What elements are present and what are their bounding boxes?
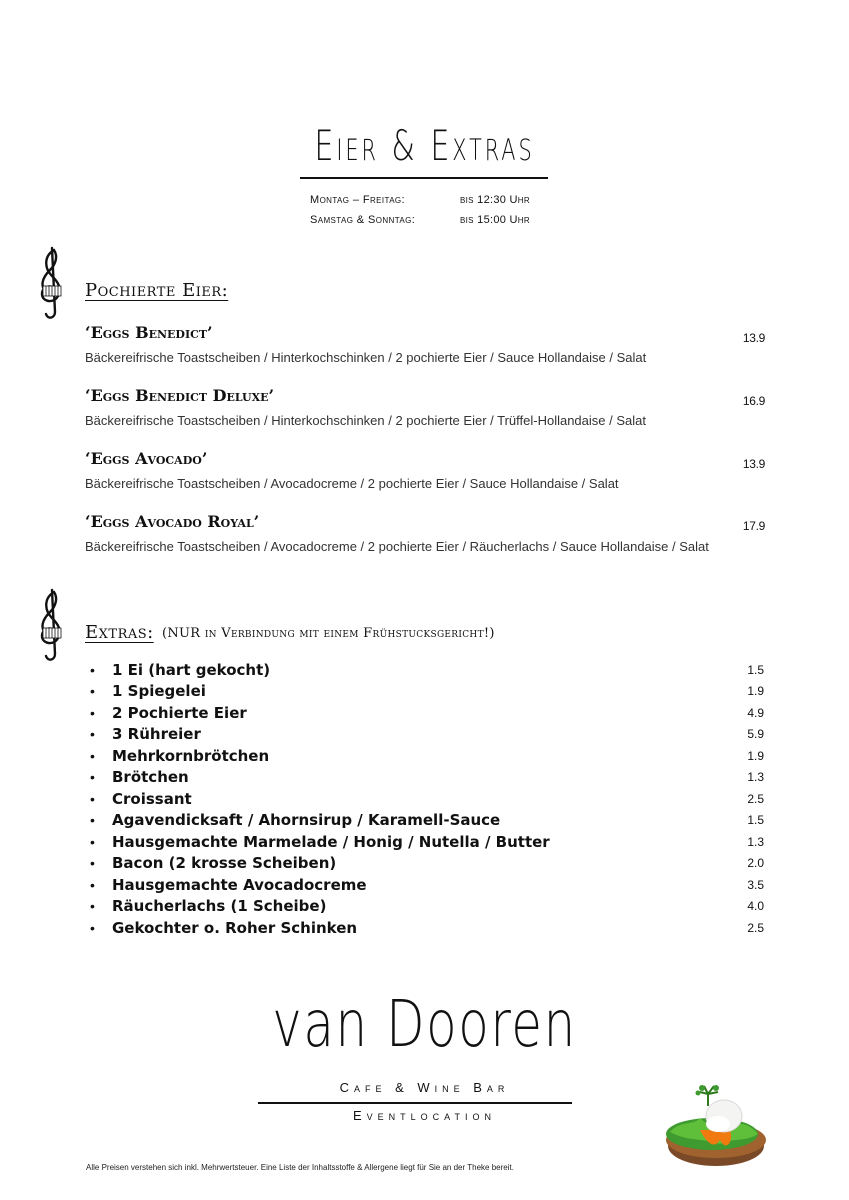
extra-label: Brötchen [112, 767, 189, 786]
extra-price: 1.9 [747, 748, 764, 763]
bullet-icon: • [90, 854, 95, 871]
brand-logo: van Dooren [272, 988, 577, 1062]
list-item [90, 702, 770, 723]
bullet-icon: • [90, 768, 95, 785]
title-divider [300, 177, 548, 179]
list-item [90, 917, 770, 938]
dish-description: Bäckereifrische Toastscheiben / Avocadocreme / 2 pochierte Eier / Sauce Hollandaise / Salat [85, 476, 619, 491]
bullet-icon: • [90, 897, 95, 914]
extra-price: 1.5 [747, 812, 764, 827]
hours-time: bis 12:30 Uhr [460, 194, 530, 206]
list-item [90, 852, 770, 873]
list-item [90, 809, 770, 830]
list-item [90, 680, 770, 701]
bullet-icon: • [90, 725, 95, 742]
extra-label: Croissant [112, 789, 192, 808]
hours-row [310, 190, 550, 210]
dish-price: 16.9 [742, 394, 765, 408]
bullet-icon: • [90, 747, 95, 764]
treble-clef-icon [34, 246, 70, 322]
extra-price: 3.5 [747, 877, 764, 892]
extra-label: 3 Rühreier [112, 724, 201, 743]
extras-note: (NUR in Verbindung mit einem Frühstucksgericht!) [162, 626, 495, 641]
dish-price: 17.9 [742, 519, 765, 533]
poached-egg-illustration [660, 1080, 776, 1172]
extra-label: 1 Spiegelei [112, 681, 206, 700]
brand-subtitle-event: Eventlocation [352, 1108, 496, 1123]
extra-label: 1 Ei (hart gekocht) [112, 660, 271, 679]
dish-description: Bäckereifrische Toastscheiben / Avocadocreme / 2 pochierte Eier / Räucherlachs / Sauce Hollandaise / Salat [85, 539, 709, 554]
list-item [90, 874, 770, 895]
extra-label: Gekochter o. Roher Schinken [112, 918, 358, 937]
dish-name: ‘Eggs Benedict’ [85, 323, 213, 342]
dish-description: Bäckereifrische Toastscheiben / Hinterkochschinken / 2 pochierte Eier / Trüffel-Hollandaise / Salat [85, 413, 646, 428]
dish-name: ‘Eggs Avocado’ [85, 449, 208, 468]
extra-label: Hausgemachte Avocadocreme [112, 875, 367, 894]
list-item [90, 766, 770, 787]
extra-price: 2.5 [747, 791, 764, 806]
dish-price: 13.9 [742, 457, 765, 471]
extra-price: 1.3 [747, 769, 764, 784]
dish-description: Bäckereifrische Toastscheiben / Hinterkochschinken / 2 pochierte Eier / Sauce Hollandaise / Salat [85, 350, 647, 365]
extra-label: Räucherlachs (1 Scheibe) [112, 896, 327, 915]
bullet-icon: • [90, 704, 95, 721]
bullet-icon: • [90, 919, 95, 936]
list-item [90, 723, 770, 744]
list-item [90, 895, 770, 916]
bullet-icon: • [90, 876, 95, 893]
bullet-icon: • [90, 811, 95, 828]
extra-label: Hausgemachte Marmelade / Honig / Nutella / Butter [112, 832, 550, 851]
dish-price: 13.9 [742, 331, 765, 345]
treble-clef-icon [34, 588, 70, 664]
hours-time: bis 15:00 Uhr [460, 214, 530, 226]
extra-price: 4.0 [747, 898, 764, 913]
page-title: Eier & Extras [314, 121, 535, 170]
extra-price: 2.5 [747, 920, 764, 935]
section-heading-extras: Extras: [85, 622, 154, 643]
dish-name: ‘Eggs Benedict Deluxe’ [85, 386, 275, 405]
extra-label: Bacon (2 krosse Scheiben) [112, 853, 337, 872]
list-item [90, 745, 770, 766]
extra-price: 1.3 [747, 834, 764, 849]
hours-day: Samstag & Sonntag: [310, 214, 416, 226]
hours-row [310, 210, 550, 230]
extra-label: Mehrkornbrötchen [112, 746, 270, 765]
extra-label: 2 Pochierte Eier [112, 703, 247, 722]
brand-subtitle: Cafe & Wine Bar [339, 1080, 510, 1095]
opening-hours [310, 190, 550, 230]
bullet-icon: • [90, 833, 95, 850]
extra-price: 4.9 [747, 705, 764, 720]
extra-label: Agavendicksaft / Ahornsirup / Karamell-Sauce [112, 810, 501, 829]
bullet-icon: • [90, 682, 95, 699]
list-item [90, 659, 770, 680]
brand-divider [258, 1102, 572, 1104]
bullet-icon: • [90, 790, 95, 807]
list-item [90, 788, 770, 809]
footnote: Alle Preisen verstehen sich inkl. Mehrwertsteuer. Eine Liste der Inhaltsstoffe & Allergene liegt für Sie an der Theke bereit. [86, 1163, 514, 1172]
extra-price: 1.5 [747, 662, 764, 677]
bullet-icon: • [90, 661, 95, 678]
section-heading-poached: Pochierte Eier: [85, 280, 229, 301]
extra-price: 2.0 [747, 855, 764, 870]
extra-price: 1.9 [747, 683, 764, 698]
list-item [90, 831, 770, 852]
hours-day: Montag – Freitag: [310, 194, 406, 206]
dish-name: ‘Eggs Avocado Royal’ [85, 512, 260, 531]
extra-price: 5.9 [747, 726, 764, 741]
